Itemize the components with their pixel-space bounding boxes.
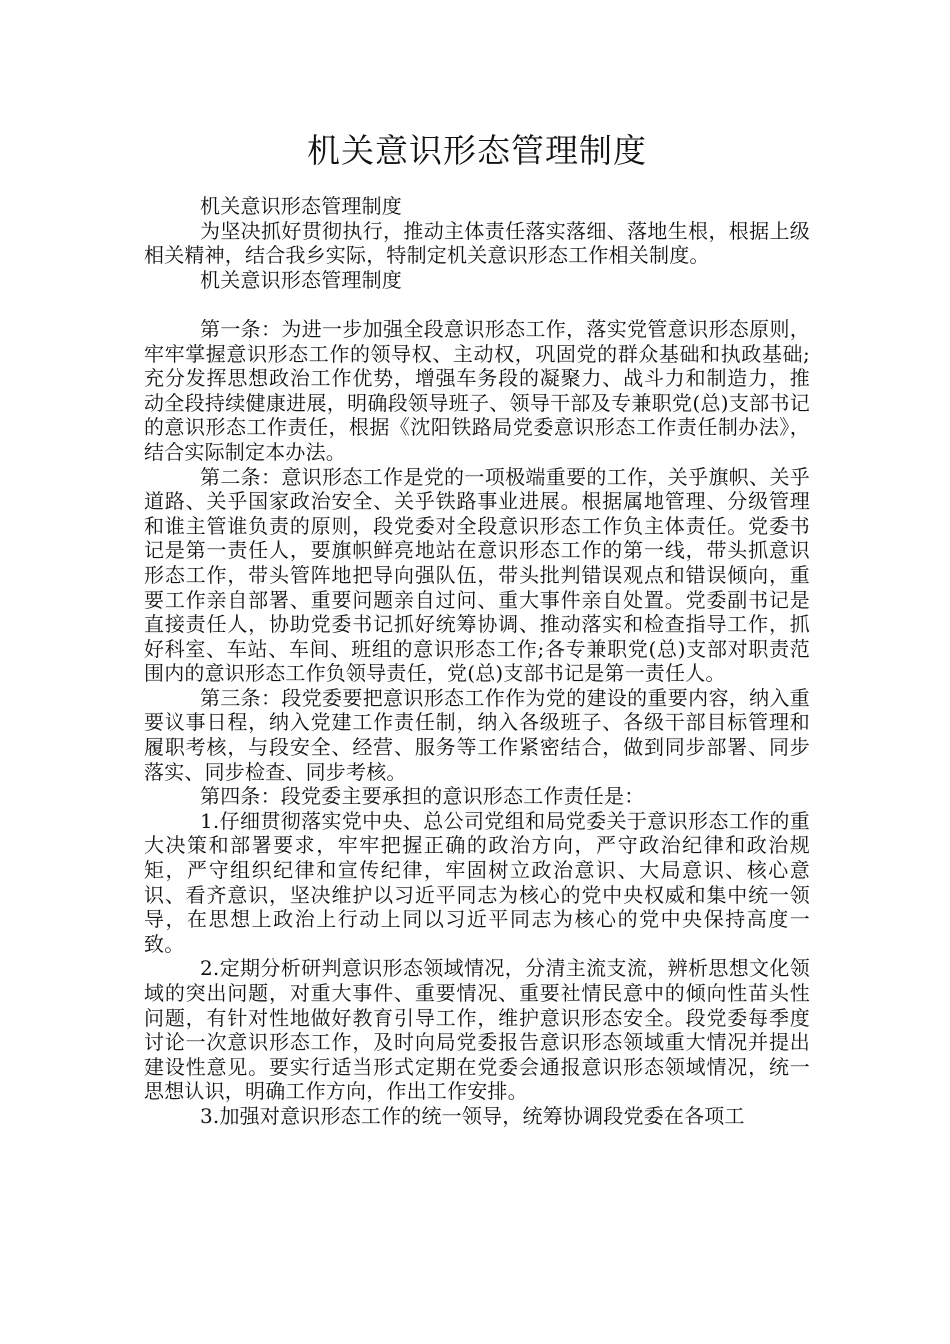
paragraph-heading-1: 机关意识形态管理制度 — [200, 194, 402, 218]
paragraph-article-4: 第四条：段党委主要承担的意识形态工作责任是： — [200, 784, 645, 809]
blank-line — [144, 292, 810, 317]
paragraph-heading-2: 机关意识形态管理制度 — [200, 267, 402, 292]
document-body — [144, 194, 810, 1129]
paragraph-article-3: 第三条：段党委要把意识形态工作作为党的建设的重要内容，纳入重要议事日程，纳入党建工作责任制，纳入各级班子、各级干部目标管理和履职考核，与段安全、经营、服务等工作紧密结合，做到同步部署、同步落实、同步检查、同步考核。 — [144, 685, 810, 784]
paragraph-article-2: 第二条：意识形态工作是党的一项极端重要的工作，关乎旗帜、关乎道路、关乎国家政治安全、关乎铁路事业进展。根据属地管理、分级管理和谁主管谁负责的原则，段党委对全段意识形态工作负主体责任。党委书记是第一责任人，要旗帜鲜亮地站在意识形态工作的第一线，带头抓意识形态工作，带头管阵地把导向强队伍，带头批判错误观点和错误倾向，重要工作亲自部署、重要问题亲自过问、重大事件亲自处置。党委副书记是直接责任人，协助党委书记抓好统筹协调、推动落实和检查指导工作，抓好科室、车站、车间、班组的意识形态工作;各专兼职党(总)支部对职责范围内的意识形态工作负领导责任，党(总)支部书记是第一责任人。 — [144, 464, 810, 686]
paragraph-item-1: 1.仔细贯彻落实党中央、总公司党组和局党委关于意识形态工作的重大决策和部署要求，牢牢把握正确的政治方向，严守政治纪律和政治规矩，严守组织纪律和宣传纪律，牢固树立政治意识、大局意识、核心意识、看齐意识，坚决维护以习近平同志为核心的党中央权威和集中统一领导，在思想上政治上行动上同以习近平同志为核心的党中央保持高度一致。 — [144, 808, 810, 956]
paragraph-item-2: 2.定期分析研判意识形态领域情况，分清主流支流，辨析思想文化领域的突出问题，对重大事件、重要情况、重要社情民意中的倾向性苗头性问题，有针对性地做好教育引导工作，维护意识形态安全。段党委每季度讨论一次意识形态工作，及时向局党委报告意识形态领域重大情况并提出建设性意见。要实行适当形式定期在党委会通报意识形态领域情况，统一思想认识，明确工作方向，作出工作安排。 — [144, 956, 810, 1104]
paragraph-item-3: 3.加强对意识形态工作的统一领导，统筹协调段党委在各项工 — [200, 1103, 745, 1128]
document-page — [144, 0, 810, 1129]
document-title: 机关意识形态管理制度 — [307, 131, 647, 170]
paragraph-intro: 为坚决抓好贯彻执行，推动主体责任落实落细、落地生根，根据上级相关精神，结合我乡实际，特制定机关意识形态工作相关制度。 — [144, 218, 810, 268]
paragraph-article-1: 第一条：为进一步加强全段意识形态工作，落实党管意识形态原则，牢牢掌握意识形态工作的领导权、主动权，巩固党的群众基础和执政基础;充分发挥思想政治工作优势，增强车务段的凝聚力、战斗力和制造力，推动全段持续健康进展，明确段领导班子、领导干部及专兼职党(总)支部书记的意识形态工作责任，根据《沈阳铁路局党委意识形态工作责任制办法》，结合实际制定本办法。 — [144, 316, 810, 464]
